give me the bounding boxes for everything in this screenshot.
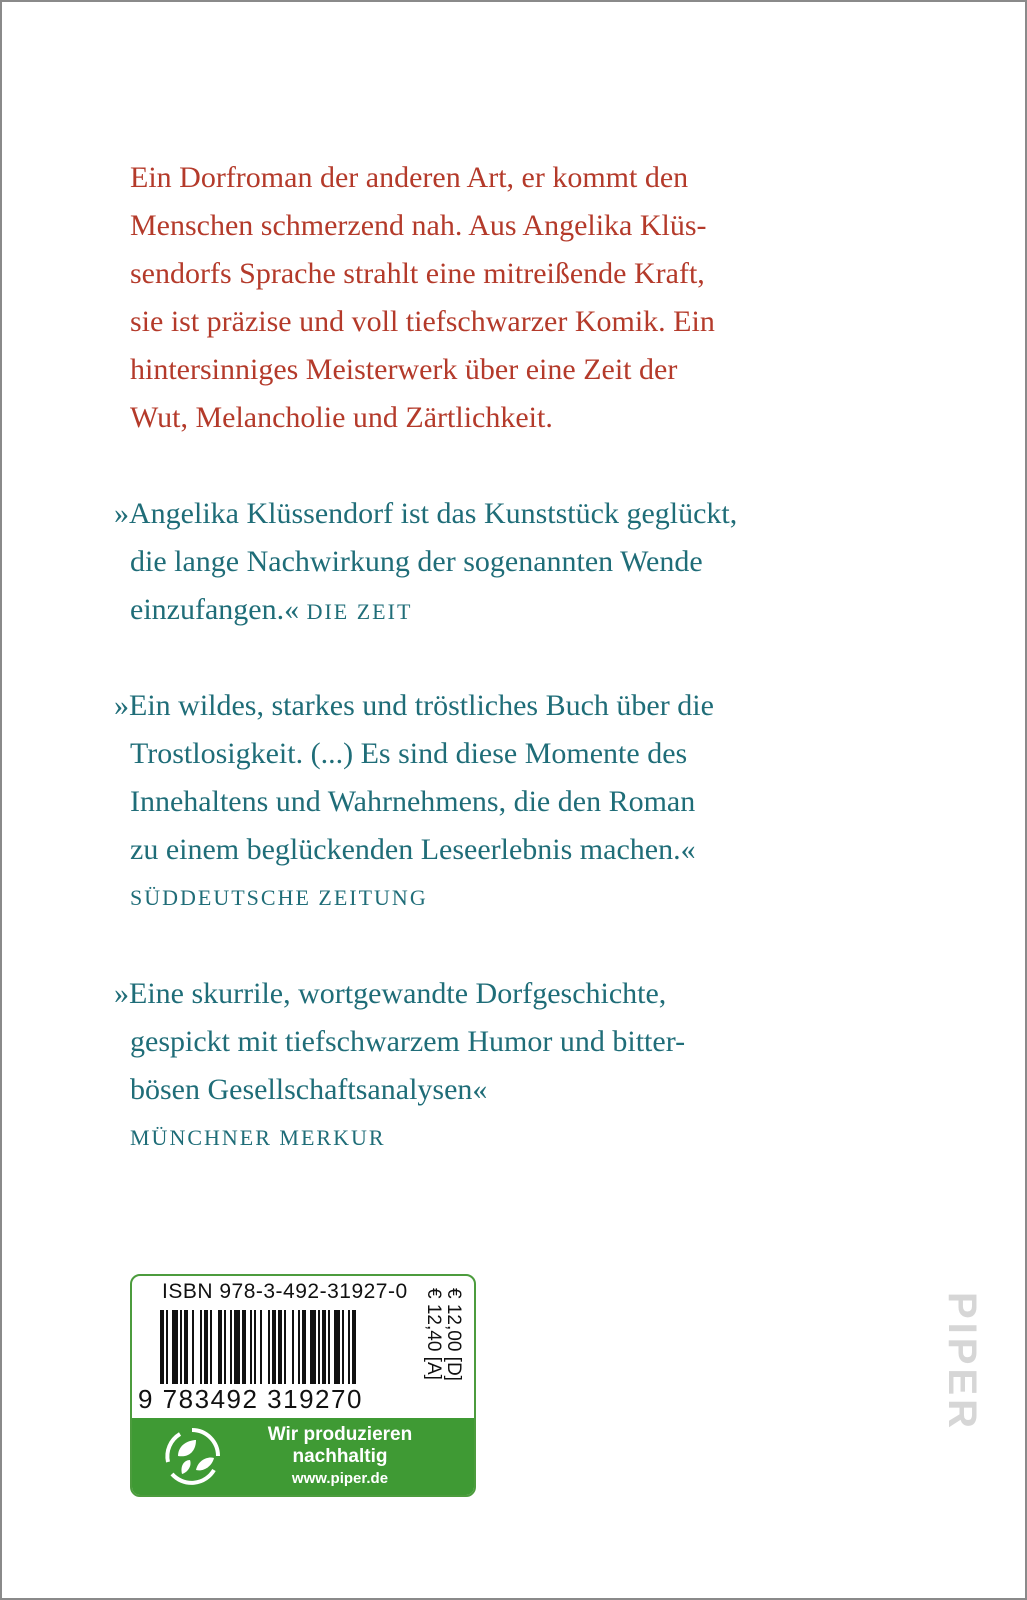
barcode-digits: 9 783492 319270 <box>138 1384 363 1414</box>
recycle-leaves-icon <box>160 1426 224 1486</box>
barcode-bar <box>204 1310 208 1384</box>
quote-line: Trostlosigkeit. (...) Es sind diese Momente des <box>130 737 688 770</box>
barcode-bar <box>298 1310 300 1384</box>
barcode-bar <box>192 1310 194 1384</box>
publisher-name: PIPER <box>940 1292 984 1433</box>
barcode-bar <box>342 1310 344 1384</box>
quote-line: gespickt mit tiefschwarzem Humor und bitter- <box>130 1025 686 1058</box>
barcode-box <box>130 1274 476 1497</box>
barcode-bar <box>254 1310 256 1384</box>
quote-line: einzufangen.« DIE ZEIT <box>130 593 413 626</box>
barcode-bar <box>210 1310 212 1384</box>
barcode-bar <box>352 1310 356 1384</box>
blurb-line: Wut, Melancholie und Zärtlichkeit. <box>130 401 553 434</box>
barcode-bar <box>242 1310 246 1384</box>
barcode-bar <box>250 1310 252 1384</box>
barcode-bar <box>234 1310 240 1384</box>
barcode-bar <box>218 1310 222 1384</box>
quote-line: bösen Gesellschaftsanalysen« <box>130 1073 488 1106</box>
eco-line: Wir produzieren <box>267 1424 413 1445</box>
blurb-line: Ein Dorfroman der anderen Art, er kommt den <box>130 161 689 194</box>
barcode-bar <box>200 1310 202 1384</box>
isbn-text: ISBN 978-3-492-31927-0 <box>162 1280 408 1303</box>
barcode-bar <box>224 1310 226 1384</box>
barcode-bar <box>172 1310 178 1384</box>
barcode-bar <box>284 1310 286 1384</box>
barcode-bar <box>322 1310 326 1384</box>
blurb-line: hintersinniges Meisterwerk über eine Zeit der <box>130 353 678 386</box>
quote-line: »Eine skurrile, wortgewandte Dorfgeschichte, <box>114 977 667 1010</box>
quote-source: MÜNCHNER MERKUR <box>130 1125 386 1150</box>
quote-line: die lange Nachwirkung der sogenannten Wende <box>130 545 703 578</box>
barcode-bar <box>292 1310 294 1384</box>
sustainability-badge <box>132 1418 474 1495</box>
price-de: € 12,00 [D] <box>443 1288 464 1381</box>
eco-url: www.piper.de <box>291 1470 389 1487</box>
sustainability-text <box>240 1424 440 1490</box>
barcode-bar <box>180 1310 182 1384</box>
publisher-logo <box>940 1292 984 1492</box>
blurb-line: sie ist präzise und voll tiefschwarzer Komik. Ein <box>130 305 715 338</box>
quote-source: DIE ZEIT <box>306 599 413 624</box>
barcode <box>160 1310 424 1384</box>
barcode-bar <box>302 1310 306 1384</box>
quote-line: zu einem beglückenden Leseerlebnis machen.« <box>130 833 696 866</box>
barcode-bar <box>230 1310 232 1384</box>
barcode-bar <box>166 1310 168 1384</box>
barcode-bar <box>334 1310 340 1384</box>
barcode-bar <box>160 1310 164 1384</box>
barcode-bar <box>310 1310 316 1384</box>
quote-line: »Angelika Klüssendorf ist das Kunststück geglückt, <box>114 497 738 530</box>
price-at: € 12,40 [A] <box>423 1288 444 1380</box>
price-block <box>423 1286 470 1406</box>
barcode-bar <box>272 1310 276 1384</box>
review-quote-sz <box>114 682 834 922</box>
barcode-bar <box>268 1310 270 1384</box>
barcode-bar <box>328 1310 330 1384</box>
barcode-bar <box>260 1310 262 1384</box>
barcode-bar <box>278 1310 282 1384</box>
quote-line: Innehaltens und Wahrnehmens, die den Roman <box>130 785 696 818</box>
review-quote-merkur <box>114 970 834 1162</box>
eco-line: nachhaltig <box>292 1446 388 1467</box>
quote-line: »Ein wildes, starkes und tröstliches Buch über die <box>114 689 714 722</box>
barcode-bar <box>184 1310 188 1384</box>
quote-source: SÜDDEUTSCHE ZEITUNG <box>130 885 428 910</box>
blurb-text <box>130 154 810 442</box>
barcode-bar <box>318 1310 320 1384</box>
review-quote-zeit <box>114 490 834 636</box>
blurb-line: sendorfs Sprache strahlt eine mitreißende Kraft, <box>130 257 705 290</box>
blurb-line: Menschen schmerzend nah. Aus Angelika Klüs- <box>130 209 707 242</box>
barcode-bar <box>348 1310 350 1384</box>
